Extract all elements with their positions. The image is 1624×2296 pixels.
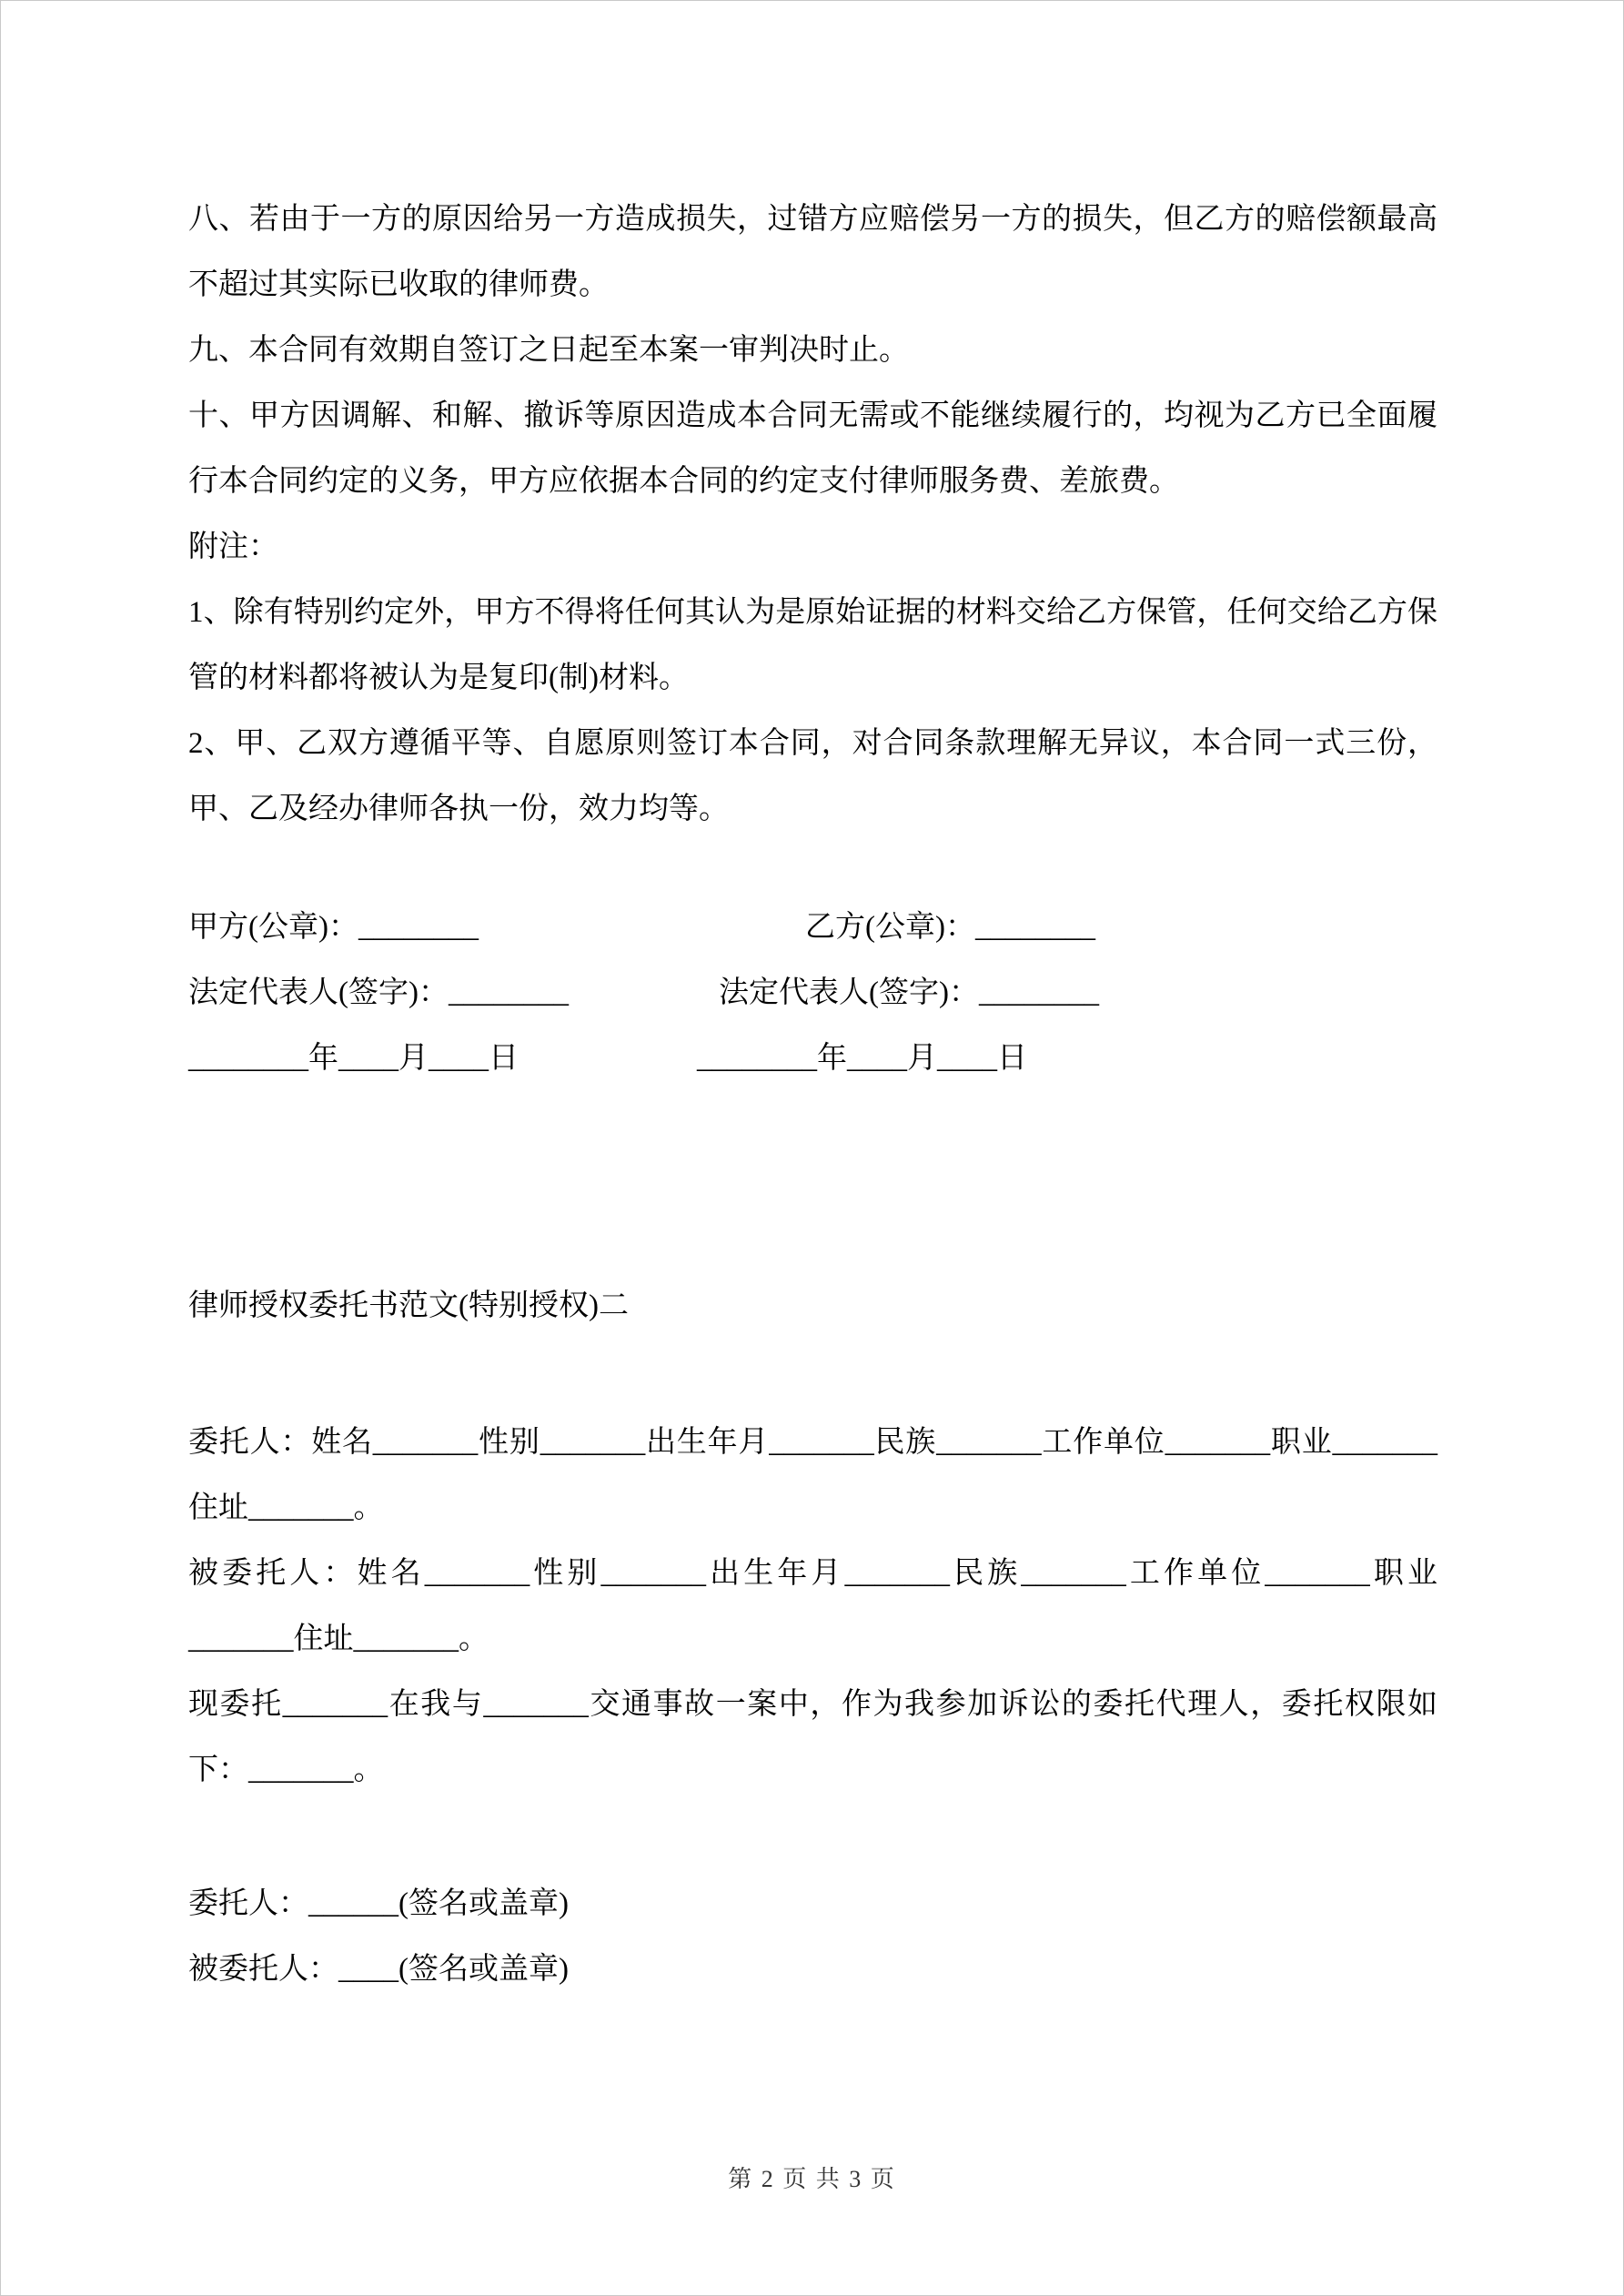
- authorization-scope-line: 现委托_______在我与_______交通事故一案中，作为我参加诉讼的委托代理人，委托权限如下：_______。: [188, 1688, 1437, 1786]
- annotation-heading: 附注：: [188, 531, 278, 563]
- agent-signature-line: 被委托人：____(签名或盖章): [188, 1953, 569, 1986]
- power-of-attorney-signatures: [188, 1871, 1437, 2002]
- party-a-seal-line: 甲方(公章)：________: [188, 911, 479, 944]
- seal-row: [188, 895, 1437, 960]
- party-a-date-line: ________年____月____日: [188, 1042, 519, 1075]
- section-title: 律师授权委托书范文(特别授权)二: [188, 1290, 629, 1322]
- principal-signature-line: 委托人：______(签名或盖章): [188, 1887, 569, 1920]
- representative-row: [188, 960, 1437, 1026]
- clause-10: 十、甲方因调解、和解、撤诉等原因造成本合同无需或不能继续履行的，均视为乙方已全面履行本合同约定的义务，甲方应依据本合同的约定支付律师服务费、差旅费。: [188, 400, 1437, 498]
- clause-8: 八、若由于一方的原因给另一方造成损失，过错方应赔偿另一方的损失，但乙方的赔偿额最高不超过其实际已收取的律师费。: [188, 203, 1437, 301]
- power-of-attorney-body: [188, 1410, 1437, 1803]
- principal-info-line: 委托人：姓名_______性别_______出生年月_______民族_______工作单位_______职业_______住址_______。: [188, 1426, 1437, 1524]
- annotation-1: 1、除有特别约定外，甲方不得将任何其认为是原始证据的材料交给乙方保管，任何交给乙方保管的材料都将被认为是复印(制)材料。: [188, 596, 1437, 694]
- page-number: 第 2 页 共 3 页: [728, 2166, 896, 2192]
- party-b-seal-line: 乙方(公章)：________: [805, 911, 1095, 944]
- party-b-date-line: ________年____月____日: [697, 1042, 1027, 1075]
- clause-9: 九、本合同有效期自签订之日起至本案一审判决时止。: [188, 334, 909, 367]
- contract-clauses: [188, 187, 1437, 842]
- annotation-2: 2、甲、乙双方遵循平等、自愿原则签订本合同，对合同条款理解无异议，本合同一式三份，甲、乙及经办律师各执一份，效力均等。: [188, 727, 1437, 825]
- party-b-representative-line: 法定代表人(签字)：________: [719, 976, 1099, 1009]
- agent-info-line: 被委托人：姓名_______性别_______出生年月_______民族_______工作单位_______职业_______住址_______。: [188, 1557, 1437, 1655]
- contract-signature-block: [188, 895, 1437, 1091]
- party-a-representative-line: 法定代表人(签字)：________: [188, 976, 569, 1009]
- date-row: [188, 1026, 1437, 1091]
- power-of-attorney-section: [188, 1273, 1437, 2002]
